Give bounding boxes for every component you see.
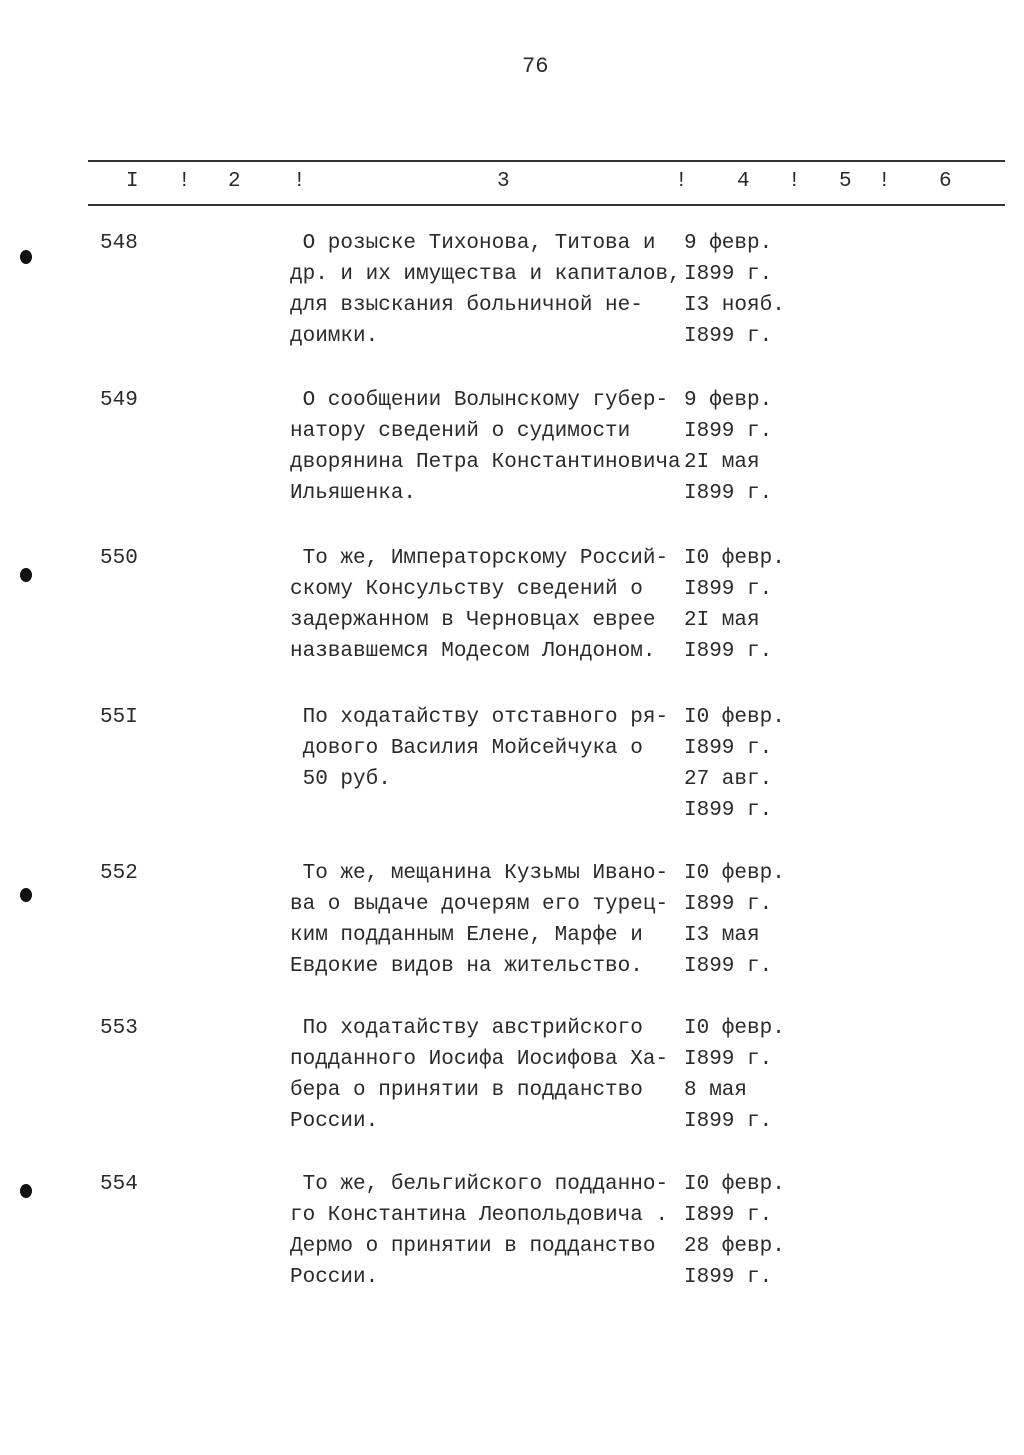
description-line: скому Консульству сведений о	[290, 578, 643, 601]
date-line: I899 г.	[684, 640, 773, 663]
date-line: I899 г.	[684, 1048, 773, 1071]
description-line: др. и их имущества и капиталов,	[290, 263, 681, 286]
entry-description	[290, 228, 681, 352]
description-line: подданного Иосифа Иосифова Ха-	[290, 1048, 669, 1071]
date-line: I3 мая	[684, 924, 760, 947]
description-line: 50 руб.	[290, 768, 391, 791]
binder-hole-mark	[20, 1184, 32, 1198]
header-separator: !	[178, 170, 191, 193]
entry-description	[290, 1013, 668, 1137]
description-line: дового Василия Мойсейчука о	[290, 737, 643, 760]
entry-number: 55I	[100, 706, 138, 729]
description-line: доимки.	[290, 325, 379, 348]
entry-description	[290, 702, 668, 795]
date-line: I899 г.	[684, 737, 773, 760]
description-line: Евдокие видов на жительство.	[290, 955, 643, 978]
entry-dates	[684, 1013, 785, 1137]
entry-description	[290, 543, 668, 667]
date-line: I899 г.	[684, 955, 773, 978]
description-line: По ходатайству отставного ря-	[290, 706, 669, 729]
date-line: I899 г.	[684, 420, 773, 443]
date-line: 9 февр.	[684, 389, 773, 412]
date-line: 2I мая	[684, 609, 760, 632]
entry-description	[290, 385, 681, 509]
description-line: То же, Императорскому Россий-	[290, 547, 669, 570]
description-line: России.	[290, 1266, 379, 1289]
date-line: I899 г.	[684, 1110, 773, 1133]
entry-number: 552	[100, 862, 138, 885]
date-line: 8 мая	[684, 1079, 748, 1102]
description-line: задержанном в Черновцах еврее	[290, 609, 656, 632]
header-col-5: 5	[839, 170, 852, 193]
header-col-2: 2	[228, 170, 241, 193]
entry-dates	[684, 385, 772, 509]
date-line: I0 февр.	[684, 862, 785, 885]
entry-dates	[684, 543, 785, 667]
entry-number: 554	[100, 1173, 138, 1196]
description-line: Ильяшенка.	[290, 482, 417, 505]
entry-description	[290, 858, 668, 982]
entry-dates	[684, 1169, 785, 1293]
date-line: I899 г.	[684, 1266, 773, 1289]
description-line: То же, бельгийского подданно-	[290, 1173, 669, 1196]
date-line: I899 г.	[684, 482, 773, 505]
entry-number: 550	[100, 547, 138, 570]
header-bottom-rule	[88, 204, 1005, 206]
description-line: То же, мещанина Кузьмы Ивано-	[290, 862, 669, 885]
entry-number: 553	[100, 1017, 138, 1040]
binder-hole-mark	[20, 568, 32, 582]
date-line: I899 г.	[684, 799, 773, 822]
header-separator: !	[675, 170, 688, 193]
date-line: 28 февр.	[684, 1235, 785, 1258]
date-line: I899 г.	[684, 325, 773, 348]
description-line: России.	[290, 1110, 379, 1133]
entry-number: 548	[100, 232, 138, 255]
date-line: I0 февр.	[684, 1173, 785, 1196]
entry-dates	[684, 702, 785, 826]
description-line: О сообщении Волынскому губер-	[290, 389, 669, 412]
description-line: По ходатайству австрийского	[290, 1017, 643, 1040]
description-line: натору сведений о судимости	[290, 420, 631, 443]
description-line: бера о принятии в подданство	[290, 1079, 643, 1102]
header-col-6: 6	[939, 170, 952, 193]
date-line: 9 февр.	[684, 232, 773, 255]
header-col-1: I	[126, 170, 139, 193]
date-line: I0 февр.	[684, 706, 785, 729]
date-line: I899 г.	[684, 578, 773, 601]
header-col-3: 3	[497, 170, 510, 193]
entry-description	[290, 1169, 668, 1293]
binder-hole-mark	[20, 250, 32, 264]
date-line: 2I мая	[684, 451, 760, 474]
header-separator: !	[293, 170, 306, 193]
date-line: I899 г.	[684, 893, 773, 916]
date-line: I899 г.	[684, 1204, 773, 1227]
description-line: дворянина Петра Константиновича	[290, 451, 681, 474]
header-separator: !	[788, 170, 801, 193]
entry-dates	[684, 228, 785, 352]
date-line: I0 февр.	[684, 547, 785, 570]
date-line: I899 г.	[684, 263, 773, 286]
description-line: ким подданным Елене, Марфе и	[290, 924, 643, 947]
date-line: I3 нояб.	[684, 294, 785, 317]
header-col-4: 4	[737, 170, 750, 193]
binder-hole-mark	[20, 888, 32, 902]
entry-number: 549	[100, 389, 138, 412]
description-line: О розыске Тихонова, Титова и	[290, 232, 656, 255]
description-line: го Константина Леопольдовича .	[290, 1204, 669, 1227]
description-line: для взыскания больничной не-	[290, 294, 643, 317]
description-line: назвавшемся Модесом Лондоном.	[290, 640, 656, 663]
entry-dates	[684, 858, 785, 982]
description-line: ва о выдаче дочерям его турец-	[290, 893, 669, 916]
page-number: 76	[522, 54, 549, 79]
date-line: I0 февр.	[684, 1017, 785, 1040]
description-line: Дермо о принятии в подданство	[290, 1235, 656, 1258]
header-separator: !	[878, 170, 891, 193]
header-top-rule	[88, 160, 1005, 162]
date-line: 27 авг.	[684, 768, 773, 791]
